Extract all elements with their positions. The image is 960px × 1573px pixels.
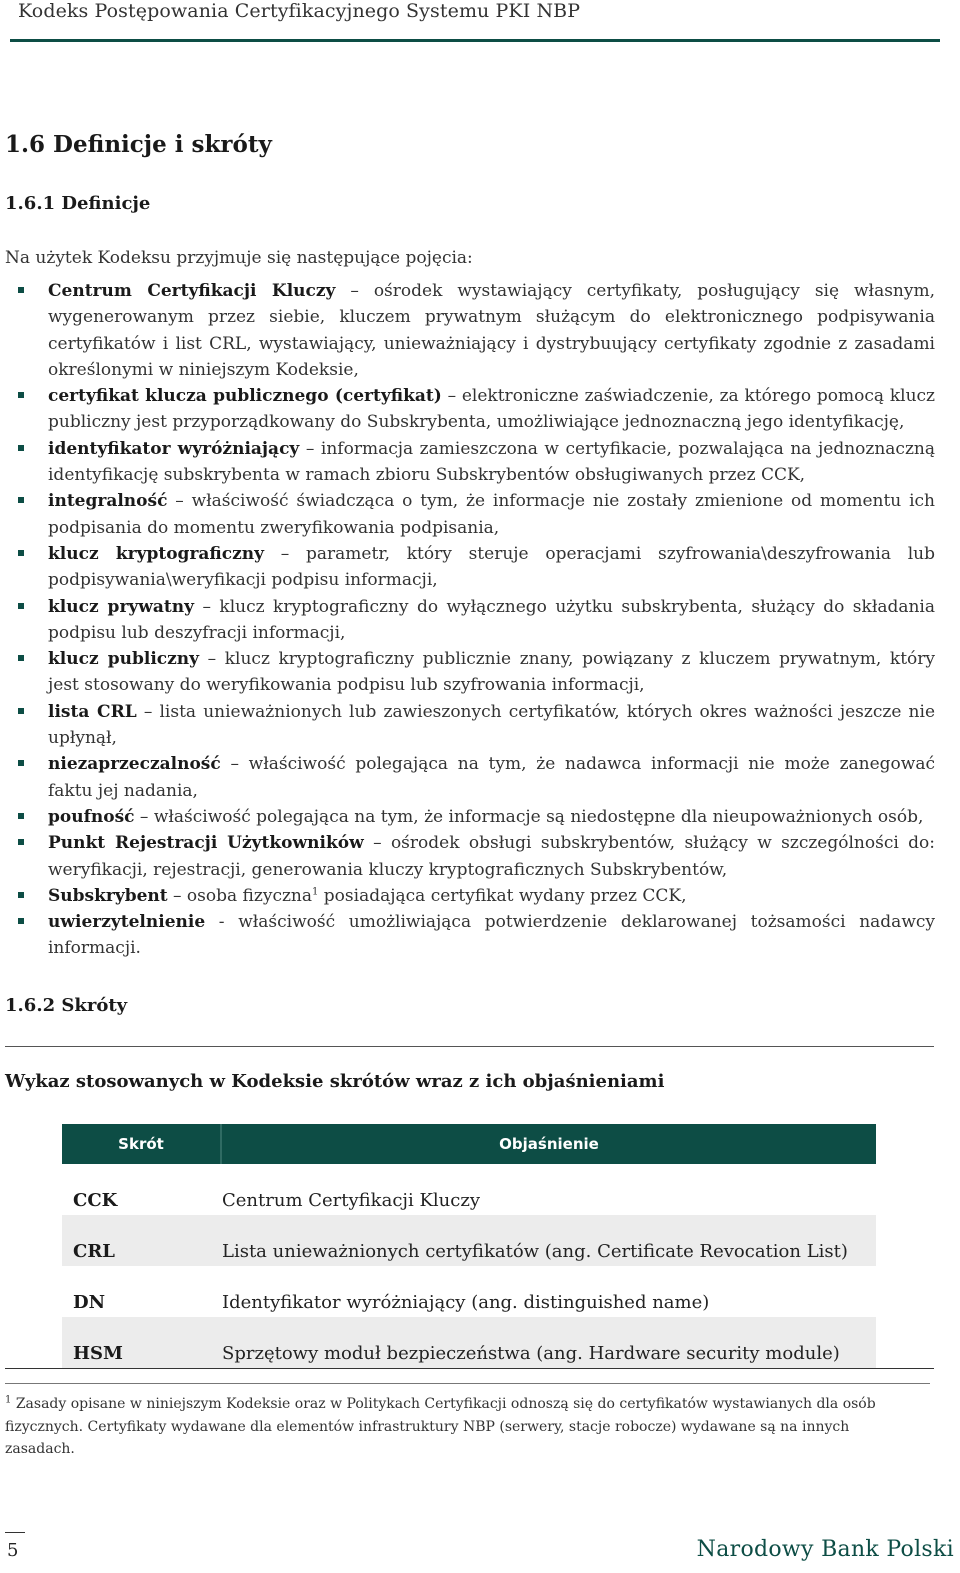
definition-term: certyfikat klucza publicznego (certyfikat) bbox=[48, 386, 442, 407]
definition-text: – właściwość polegająca na tym, że nadawca informacji nie może zanegować faktu jej nadania, bbox=[48, 754, 935, 801]
footnote-mark: 1 bbox=[5, 1394, 12, 1406]
definition-text: – informacja zamieszczona w certyfikacie, pozwalająca na jednoznaczną identyfikację subskrybenta w ramach zbioru Subskrybentów obsługiwanych przez CCK, bbox=[48, 438, 935, 486]
table-cell-explanation: Sprzętowy moduł bezpieczeństwa (ang. Hardware security module) bbox=[222, 1343, 840, 1364]
footnote-text: Zasady opisane w niniejszym Kodeksie oraz w Politykach Certyfikacji odnoszą się do certyfikatów wystawianych dla osób fizycznych. Certyfikaty wydawane dla elementów infrastruktury NBP (serwery, stacje robocze) wydawane są na innych zasadach. bbox=[5, 1396, 876, 1457]
definition-text: – klucz kryptograficzny publicznie znany, powiązany z kluczem prywatnym, który jest stosowany do weryfikowania podpisu lub szyfrowania informacji, bbox=[48, 649, 935, 696]
definition-item bbox=[0, 278, 935, 383]
table-cell-explanation: Centrum Certyfikacji Kluczy bbox=[222, 1190, 480, 1211]
definition-term: poufność bbox=[48, 806, 135, 827]
definition-term: Centrum Certyfikacji Kluczy bbox=[48, 281, 336, 301]
definition-item bbox=[0, 699, 935, 752]
header-rule bbox=[10, 39, 940, 42]
bullet-icon bbox=[18, 287, 24, 293]
definition-term: integralność bbox=[48, 491, 168, 512]
table-title: Wykaz stosowanych w Kodeksie skrótów wraz z ich objaśnieniami bbox=[5, 1071, 665, 1092]
definition-text: – lista unieważnionych lub zawieszonych certyfikatów, których okres ważności jeszcze nie upłynął, bbox=[48, 701, 935, 749]
definition-item bbox=[0, 541, 935, 594]
definition-text: – ośrodek obsługi subskrybentów, służący w szczególności do: weryfikacji, rejestracji, generowania kluczy kryptograficznych Subskrybentów, bbox=[48, 833, 935, 880]
definition-term: lista CRL bbox=[48, 701, 137, 722]
table-cell-explanation: Lista unieważnionych certyfikatów (ang. Certificate Revocation List) bbox=[222, 1241, 848, 1262]
table-row bbox=[62, 1215, 876, 1266]
table-cell-abbr: CCK bbox=[73, 1190, 118, 1211]
definition-text: – elektroniczne zaświadczenie, za którego pomocą klucz publiczny jest przyporządkowany do Subskrybenta, umożliwiające jednoznaczną jego identyfikację, bbox=[48, 386, 935, 433]
definition-item bbox=[0, 383, 935, 436]
definition-term: niezaprzeczalność bbox=[48, 754, 221, 775]
definitions-intro: Na użytek Kodeksu przyjmuje się następujące pojęcia: bbox=[5, 248, 473, 268]
definition-text: – właściwość świadcząca o tym, że informacje nie zostały zmienione od momentu ich podpisania do momentu zweryfikowania podpisania, bbox=[48, 491, 935, 538]
definition-item bbox=[0, 883, 935, 909]
page-number: 5 bbox=[7, 1540, 19, 1561]
abbreviations-heading: 1.6.2 Skróty bbox=[5, 995, 128, 1016]
definition-item bbox=[0, 830, 935, 883]
definition-text: – właściwość polegająca na tym, że informacje są niedostępne dla nieupoważnionych osób, bbox=[134, 806, 924, 827]
bullet-icon bbox=[18, 892, 24, 898]
section-divider bbox=[5, 1046, 934, 1047]
table-row bbox=[62, 1164, 876, 1215]
table-header-abbr: Skrót bbox=[62, 1124, 222, 1164]
definition-item bbox=[0, 594, 935, 647]
definitions-list bbox=[0, 278, 935, 962]
table-row bbox=[62, 1266, 876, 1317]
page-number-rule bbox=[5, 1532, 25, 1533]
table-bottom-rule bbox=[5, 1368, 934, 1369]
bullet-icon bbox=[18, 813, 24, 819]
table-header-explanation: Objaśnienie bbox=[499, 1135, 599, 1153]
definition-item bbox=[0, 751, 935, 804]
table-cell-abbr: HSM bbox=[73, 1343, 123, 1364]
definition-term: Punkt Rejestracji Użytkowników bbox=[48, 833, 364, 854]
definition-text-continued: posiadająca certyfikat wydany przez CCK, bbox=[318, 885, 687, 906]
table-cell-explanation: Identyfikator wyróżniający (ang. distinguished name) bbox=[222, 1292, 710, 1313]
running-header: Kodeks Postępowania Certyfikacyjnego Systemu PKI NBP bbox=[18, 0, 581, 22]
bullet-icon bbox=[18, 392, 24, 398]
bullet-icon bbox=[18, 497, 24, 503]
definition-text: – klucz kryptograficzny do wyłącznego użytku subskrybenta, służący do składania podpisu lub deszyfracji informacji, bbox=[48, 596, 935, 643]
definition-term: uwierzytelnienie bbox=[48, 912, 206, 933]
definition-text: – ośrodek wystawiający certyfikaty, posługujący się własnym, wygenerowanym przez siebie, kluczem prywatnym służącym do elektronicznego podpisywania certyfikatów i list CRL, wystawiający, unieważniający i dystrybuujący certyfikaty zgodnie z zasadami określonymi w niniejszym Kodeksie, bbox=[48, 281, 936, 380]
bullet-icon bbox=[18, 445, 24, 451]
bullet-icon bbox=[18, 918, 24, 924]
definition-term: identyfikator wyróżniający bbox=[48, 438, 300, 459]
bullet-icon bbox=[18, 839, 24, 845]
definition-item bbox=[0, 488, 935, 541]
definition-text: – osoba fizyczna bbox=[167, 885, 313, 906]
definition-term: Subskrybent bbox=[48, 885, 168, 906]
definition-item bbox=[0, 909, 935, 962]
table-row bbox=[62, 1317, 876, 1368]
bullet-icon bbox=[18, 550, 24, 556]
table-cell-abbr: CRL bbox=[73, 1241, 115, 1262]
footnote-reference: 1 bbox=[312, 886, 319, 898]
bullet-icon bbox=[18, 760, 24, 766]
definition-item bbox=[0, 436, 935, 489]
definition-term: klucz kryptograficzny bbox=[48, 543, 265, 564]
definitions-heading: 1.6.1 Definicje bbox=[5, 193, 151, 214]
definition-item bbox=[0, 804, 935, 830]
abbreviations-table bbox=[62, 1124, 876, 1368]
section-heading: 1.6 Definicje i skróty bbox=[5, 131, 272, 158]
definition-term: klucz publiczny bbox=[48, 649, 200, 670]
bank-name: Narodowy Bank Polski bbox=[696, 1537, 954, 1562]
definition-text: – parametr, który steruje operacjami szyfrowania\deszyfrowania lub podpisywania\weryfikacji podpisu informacji, bbox=[48, 543, 935, 591]
bullet-icon bbox=[18, 655, 24, 661]
bullet-icon bbox=[18, 603, 24, 609]
footnote bbox=[5, 1393, 910, 1461]
bullet-icon bbox=[18, 708, 24, 714]
definition-item bbox=[0, 646, 935, 699]
definition-text: - właściwość umożliwiająca potwierdzenie deklarowanej tożsamości nadawcy informacji. bbox=[48, 912, 935, 959]
table-header-row bbox=[62, 1124, 876, 1164]
definition-term: klucz prywatny bbox=[48, 596, 195, 617]
table-cell-abbr: DN bbox=[73, 1292, 106, 1313]
footnote-rule bbox=[5, 1383, 930, 1384]
